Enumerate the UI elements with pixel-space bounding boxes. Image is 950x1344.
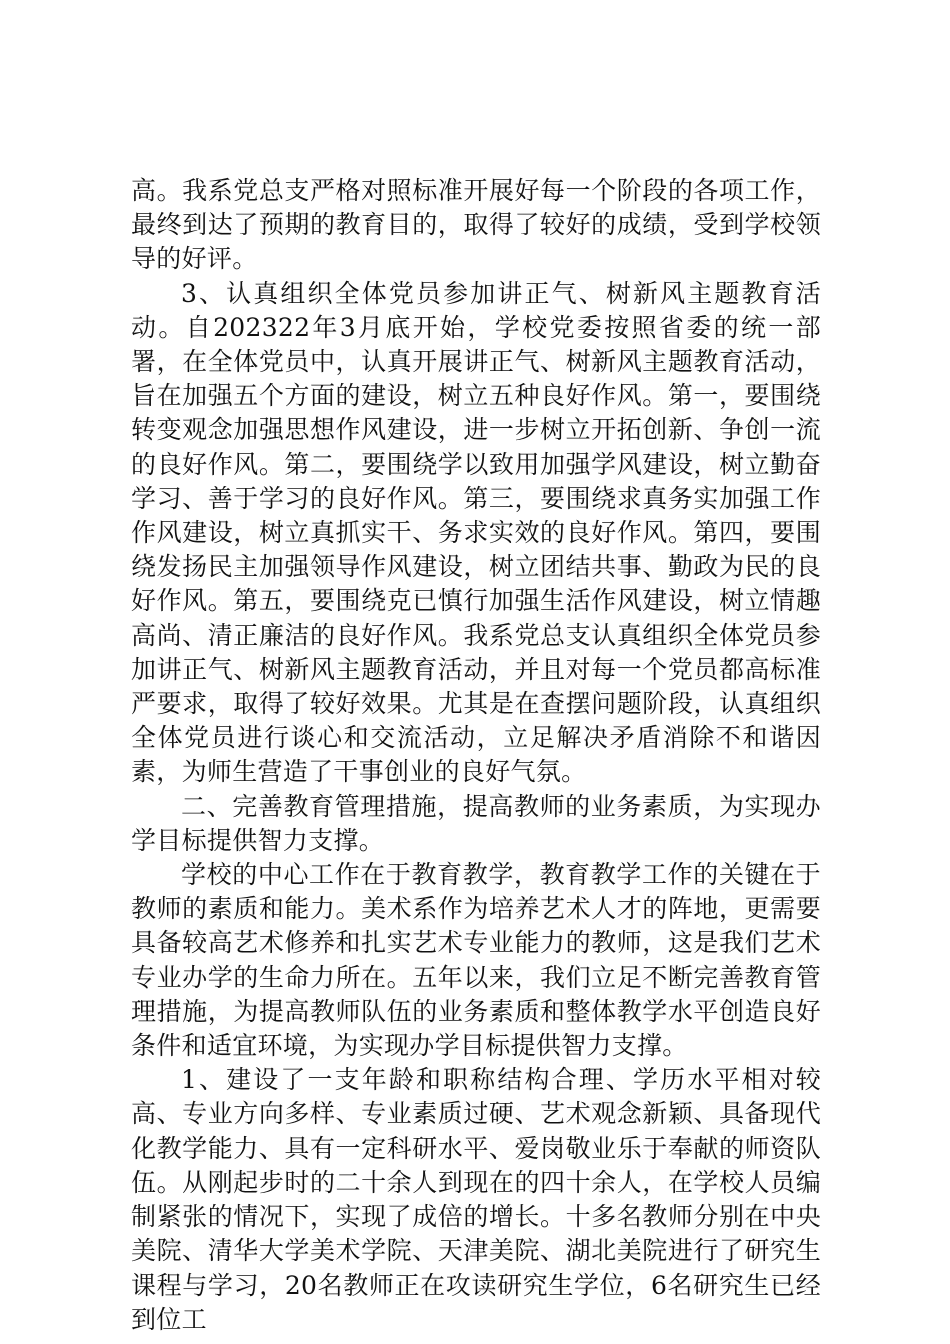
paragraph-item-3-education-activity: 3、认真组织全体党员参加讲正气、树新风主题教育活动。自202322年3月底开始，学校党委按照省委的统一部署，在全体党员中，认真开展讲正气、树新风主题教育活动，旨在加强五个方面的建设，树立五种良好作风。第一，要围绕转变观念加强思想作风建设，进一步树立开拓创新、争创一流的良好作风。第二，要围绕学以致用加强学风建设，树立勤奋学习、善于学习的良好作风。第三，要围绕求真务实加强工作作风建设，树立真抓实干、务求实效的良好作风。第四，要围绕发扬民主加强领导作风建设，树立团结共事、勤政为民的良好作风。第五，要围绕克已慎行加强生活作风建设，树立情趣高尚、清正廉洁的良好作风。我系党总支认真组织全体党员参加讲正气、树新风主题教育活动，并且对每一个党员都高标准严要求，取得了较好效果。尤其是在查摆问题阶段，认真组织全体党员进行谈心和交流活动，立足解决矛盾消除不和谐因素，为师生营造了干事创业的良好气氛。 [131,278,821,787]
paragraph-continuation: 高。我系党总支严格对照标准开展好每一个阶段的各项工作，最终到达了预期的教育目的，取得了较好的成绩，受到学校领导的好评。 [131,176,821,274]
paragraph-item-1-teacher-team: 1、建设了一支年龄和职称结构合理、学历水平相对较高、专业方向多样、专业素质过硬、艺术观念新颖、具备现代化教学能力、具有一定科研水平、爱岗敬业乐于奉献的师资队伍。从刚起步时的二十余人到现在的四十余人，在学校人员编制紧张的情况下，实现了成倍的增长。十多名教师分别在中央美院、清华大学美术学院、天津美院、湖北美院进行了研究生课程与学习，20名教师正在攻读研究生学位，6名研究生已经到位工 [131,1065,821,1334]
paragraph-teaching-center: 学校的中心工作在于教育教学，教育教学工作的关键在于教师的素质和能力。美术系作为培养艺术人才的阵地，更需要具备较高艺术修养和扎实艺术专业能力的教师，这是我们艺术专业办学的生命力所在。五年以来，我们立足不断完善教育管理措施，为提高教师队伍的业务素质和整体教学水平创造良好条件和适宜环境，为实现办学目标提供智力支撑。 [131,860,821,1061]
document-body [131,174,821,1337]
section-heading-two: 二、完善教育管理措施，提高教师的业务素质，为实现办学目标提供智力支撑。 [131,791,821,855]
